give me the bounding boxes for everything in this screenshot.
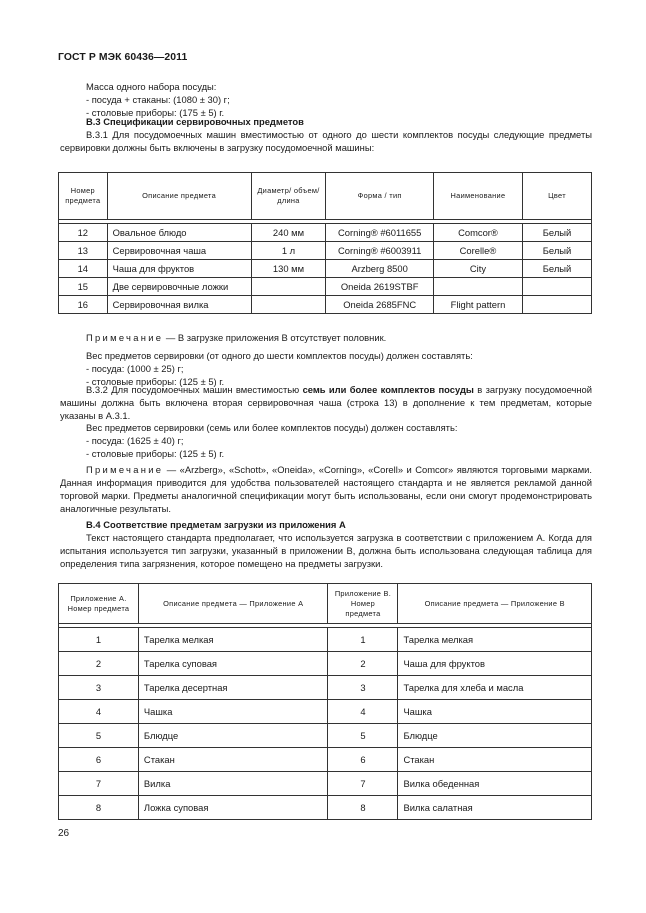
table-cell: Белый (523, 260, 592, 278)
table-cell: 12 (59, 224, 108, 242)
table-row (59, 748, 592, 772)
table-cell: 8 (59, 796, 139, 820)
table-cell: Белый (523, 224, 592, 242)
table-cell (433, 278, 522, 296)
table-cell: Блюдце (398, 724, 592, 748)
table-cell: Чашка (398, 700, 592, 724)
table-cell: 15 (59, 278, 108, 296)
column-header: Приложение А. Номер предмета (59, 584, 139, 624)
b32-text-post: в загрузку посудомоечной машины должна быть включена вторая сервировочная чаша (строка 13) в дополнение к тем предметам, которые указаны в А.3.1. (60, 384, 592, 421)
table-row (59, 278, 592, 296)
table-cell: Стакан (138, 748, 328, 772)
table-cell: Чаша для фруктов (107, 260, 251, 278)
table-cell: 16 (59, 296, 108, 314)
table-cell: Corelle® (433, 242, 522, 260)
table-row (59, 772, 592, 796)
table-cell: City (433, 260, 522, 278)
table-cell: Тарелка для хлеба и масла (398, 676, 592, 700)
table-row (59, 242, 592, 260)
table-cell (251, 278, 326, 296)
table-cell: 2 (59, 652, 139, 676)
intro-line-3: - столовые приборы: (175 ± 5) г. (86, 107, 225, 118)
document-header: ГОСТ Р МЭК 60436—2011 (58, 52, 188, 63)
table-cell: 7 (59, 772, 139, 796)
table-cell: Сервировочная вилка (107, 296, 251, 314)
table-cell: Стакан (398, 748, 592, 772)
table-cell: Чаша для фруктов (398, 652, 592, 676)
table-cell: Oneida 2619STBF (326, 278, 433, 296)
note-2 (60, 463, 592, 515)
table-row (59, 296, 592, 314)
table-cell: 1 (328, 628, 398, 652)
table-cell: Ложка суповая (138, 796, 328, 820)
table-row (59, 628, 592, 652)
table-header-row (59, 173, 592, 220)
table-cell: 3 (328, 676, 398, 700)
table-row (59, 652, 592, 676)
page-number: 26 (58, 828, 70, 839)
column-header: Описание предмета — Приложение А (138, 584, 328, 624)
table-cell: Flight pattern (433, 296, 522, 314)
table-cell: Corning® #6011655 (326, 224, 433, 242)
table-row (59, 260, 592, 278)
table-cell: 13 (59, 242, 108, 260)
table-cell: Тарелка десертная (138, 676, 328, 700)
table-cell: Arzberg 8500 (326, 260, 433, 278)
table-cell: 240 мм (251, 224, 326, 242)
column-header: Описание предмета — Приложение В (398, 584, 592, 624)
serving-items-table (58, 172, 592, 314)
table-cell: Овальное блюдо (107, 224, 251, 242)
table-cell: 1 л (251, 242, 326, 260)
b32-text-bold: семь или более комплектов посуды (302, 384, 474, 395)
intro-line-1: Масса одного набора посуды: (86, 81, 217, 92)
note-label: Примечание (86, 332, 164, 343)
column-header: Приложение В. Номер предмета (328, 584, 398, 624)
table-cell: 7 (328, 772, 398, 796)
table-cell: 8 (328, 796, 398, 820)
column-header: Номер предмета (59, 173, 108, 220)
table-cell: 14 (59, 260, 108, 278)
table-cell: Тарелка суповая (138, 652, 328, 676)
weights-1-line-1: Вес предметов сервировки (от одного до шести комплектов посуды) должен составлять: (86, 350, 473, 361)
weights-2-line-3: - столовые приборы: (125 ± 5) г. (86, 448, 225, 459)
table-cell (523, 278, 592, 296)
table-cell: 4 (328, 700, 398, 724)
section-b3-1-paragraph: В.3.1 Для посудомоечных машин вместимостью от одного до шести комплектов посуды следующие предметы сервировки должны быть включены в загрузку посудомоечной машины: (60, 129, 592, 153)
column-header: Цвет (523, 173, 592, 220)
weights-1-line-3: - столовые приборы: (125 ± 5) г. (86, 376, 225, 387)
column-header: Описание предмета (107, 173, 251, 220)
section-b4-paragraph: Текст настоящего стандарта предполагает, что используется загрузка в соответствии с приложением А. Когда для испытания используется тип загрузки, указанный в приложении В, должна быть использована следующая таблица для определения типа загрязнения, которое помещено на предметы загрузки. (60, 532, 592, 569)
table-cell: Oneida 2685FNC (326, 296, 433, 314)
table-cell: Две сервировочные ложки (107, 278, 251, 296)
table-row (59, 796, 592, 820)
table-row (59, 676, 592, 700)
weights-2-line-2: - посуда: (1625 ± 40) г; (86, 435, 184, 446)
table-cell: Вилка обеденная (398, 772, 592, 796)
table-cell: Белый (523, 242, 592, 260)
table-header-row (59, 584, 592, 624)
note-label: Примечание (86, 464, 164, 475)
column-header: Форма / тип (326, 173, 433, 220)
column-header: Наименование (433, 173, 522, 220)
table-cell: Тарелка мелкая (138, 628, 328, 652)
table-cell: Corning® #6003911 (326, 242, 433, 260)
section-b3-heading: В.3 Спецификации сервировочных предметов (86, 116, 304, 127)
note-1 (60, 331, 592, 344)
column-header: Диаметр/ объем/ длина (251, 173, 326, 220)
table-cell: 4 (59, 700, 139, 724)
correspondence-table (58, 583, 592, 820)
table-cell: Сервировочная чаша (107, 242, 251, 260)
table-row (59, 724, 592, 748)
table-cell: 2 (328, 652, 398, 676)
intro-line-2: - посуда + стаканы: (1080 ± 30) г; (86, 94, 230, 105)
table-row (59, 700, 592, 724)
table-cell (251, 296, 326, 314)
table-cell: 3 (59, 676, 139, 700)
note-text: — В загрузке приложения В отсутствует половник. (163, 332, 387, 343)
table-cell: Comcor® (433, 224, 522, 242)
table-cell: Вилка салатная (398, 796, 592, 820)
table-row (59, 224, 592, 242)
note-text: — «Arzberg», «Schott», «Oneida», «Corning», «Corell» и Comcor» являются торговыми марками. Данная информация приводится для удобства пользователей настоящего стандарта и не является рекламой данной торговой марки. Предметы аналогичной спецификации могут быть использованы, если они смогут продемонстрировать аналогичные результаты. (60, 464, 592, 514)
table-cell: 130 мм (251, 260, 326, 278)
table-cell: 1 (59, 628, 139, 652)
table-cell: Чашка (138, 700, 328, 724)
weights-1-line-2: - посуда: (1000 ± 25) г; (86, 363, 184, 374)
table-cell: Вилка (138, 772, 328, 796)
table-cell: 5 (328, 724, 398, 748)
table-cell: 5 (59, 724, 139, 748)
section-b4-heading: В.4 Соответствие предметам загрузки из приложения А (86, 519, 346, 530)
section-b3-2-paragraph (60, 383, 592, 422)
b32-text-pre: В.3.2 Для посудомоечных машин вместимостью (86, 384, 303, 395)
table-cell: 6 (328, 748, 398, 772)
table-cell (523, 296, 592, 314)
weights-2-line-1: Вес предметов сервировки (семь или более комплектов посуды) должен составлять: (86, 422, 458, 433)
table-cell: Блюдце (138, 724, 328, 748)
table-cell: Тарелка мелкая (398, 628, 592, 652)
table-cell: 6 (59, 748, 139, 772)
